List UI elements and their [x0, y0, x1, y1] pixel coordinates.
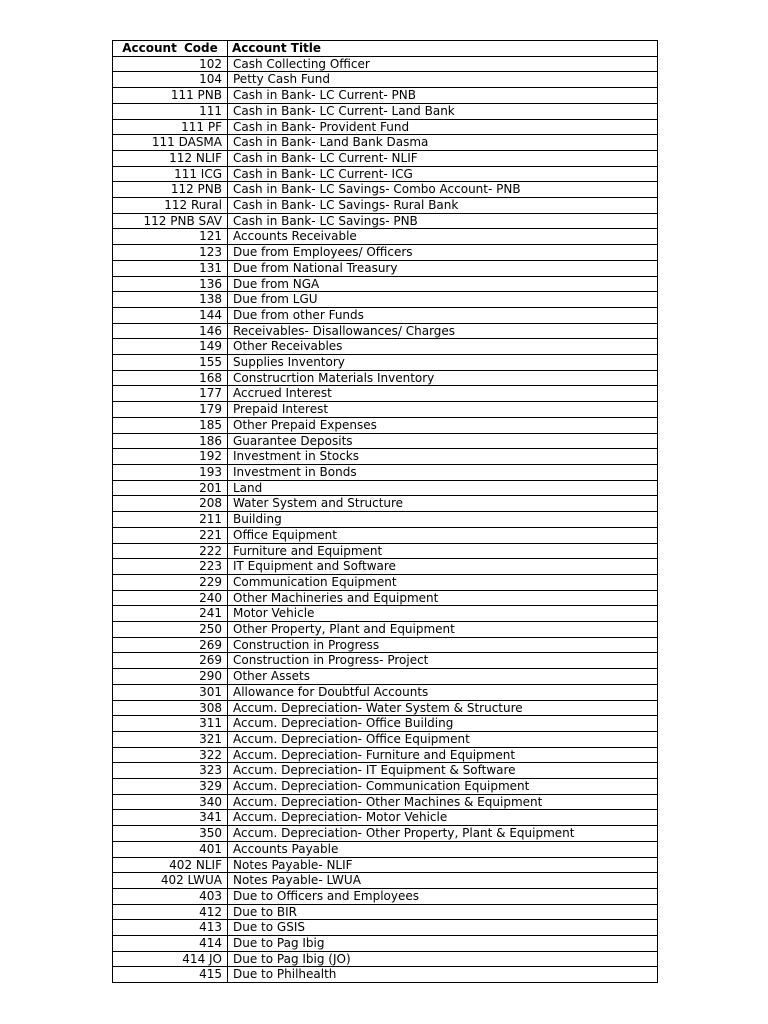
account-code-cell: 136 — [113, 276, 228, 292]
table-row — [113, 637, 658, 653]
account-title-cell: Due from National Treasury — [228, 260, 658, 276]
account-code-cell: 301 — [113, 684, 228, 700]
account-code-cell: 208 — [113, 496, 228, 512]
account-code-cell: 201 — [113, 480, 228, 496]
table-row — [113, 653, 658, 669]
account-code-cell: 269 — [113, 653, 228, 669]
table-row — [113, 936, 658, 952]
table-row — [113, 606, 658, 622]
table-row — [113, 574, 658, 590]
table-row — [113, 480, 658, 496]
account-title-cell: Due from other Funds — [228, 307, 658, 323]
table-row — [113, 355, 658, 371]
account-title-cell: Due to BIR — [228, 904, 658, 920]
account-code-header: Account Code — [113, 41, 228, 57]
account-title-cell: Cash in Bank- LC Savings- PNB — [228, 213, 658, 229]
account-title-cell: Cash in Bank- LC Current- ICG — [228, 166, 658, 182]
account-code-cell: 104 — [113, 72, 228, 88]
account-title-cell: Receivables- Disallowances/ Charges — [228, 323, 658, 339]
account-code-cell: 146 — [113, 323, 228, 339]
table-row — [113, 245, 658, 261]
table-row — [113, 810, 658, 826]
account-code-cell: 322 — [113, 747, 228, 763]
account-code-cell: 413 — [113, 920, 228, 936]
table-row — [113, 433, 658, 449]
account-code-cell: 311 — [113, 716, 228, 732]
table-row — [113, 464, 658, 480]
account-code-cell: 323 — [113, 763, 228, 779]
account-code-cell: 179 — [113, 402, 228, 418]
table-row — [113, 841, 658, 857]
table-row — [113, 888, 658, 904]
table-row — [113, 213, 658, 229]
table-row — [113, 920, 658, 936]
table-row — [113, 88, 658, 104]
table-row — [113, 747, 658, 763]
table-row — [113, 292, 658, 308]
account-title-cell: Cash in Bank- LC Savings- Rural Bank — [228, 198, 658, 214]
account-code-cell: 229 — [113, 574, 228, 590]
account-code-cell: 144 — [113, 307, 228, 323]
account-title-cell: Other Assets — [228, 669, 658, 685]
table-row — [113, 967, 658, 983]
account-title-cell: Investment in Bonds — [228, 464, 658, 480]
header-row — [113, 41, 658, 57]
account-code-cell: 211 — [113, 512, 228, 528]
account-title-cell: Accrued Interest — [228, 386, 658, 402]
table-row — [113, 512, 658, 528]
account-title-cell: Notes Payable- LWUA — [228, 873, 658, 889]
account-title-cell: Furniture and Equipment — [228, 543, 658, 559]
account-code-cell: 111 PNB — [113, 88, 228, 104]
account-title-cell: Other Receivables — [228, 339, 658, 355]
table-row — [113, 260, 658, 276]
account-title-cell: Other Property, Plant and Equipment — [228, 622, 658, 638]
table-row — [113, 339, 658, 355]
table-row — [113, 198, 658, 214]
account-title-cell: Due to Officers and Employees — [228, 888, 658, 904]
account-code-cell: 350 — [113, 826, 228, 842]
account-code-cell: 401 — [113, 841, 228, 857]
account-title-cell: Other Machineries and Equipment — [228, 590, 658, 606]
account-title-cell: Accum. Depreciation- Furniture and Equipment — [228, 747, 658, 763]
table-row — [113, 904, 658, 920]
table-row — [113, 763, 658, 779]
account-title-header: Account Title — [228, 41, 658, 57]
table-row — [113, 559, 658, 575]
account-title-cell: Communication Equipment — [228, 574, 658, 590]
account-code-cell: 102 — [113, 56, 228, 72]
account-code-cell: 403 — [113, 888, 228, 904]
table-row — [113, 543, 658, 559]
table-row — [113, 276, 658, 292]
account-code-cell: 250 — [113, 622, 228, 638]
account-code-cell: 168 — [113, 370, 228, 386]
account-code-cell: 414 — [113, 936, 228, 952]
account-table — [112, 40, 658, 983]
account-title-cell: Land — [228, 480, 658, 496]
table-row — [113, 103, 658, 119]
account-code-cell: 123 — [113, 245, 228, 261]
account-title-cell: Motor Vehicle — [228, 606, 658, 622]
account-title-cell: Cash in Bank- LC Current- PNB — [228, 88, 658, 104]
account-code-cell: 329 — [113, 779, 228, 795]
table-row — [113, 135, 658, 151]
table-row — [113, 590, 658, 606]
account-code-cell: 112 NLIF — [113, 150, 228, 166]
account-title-cell: Building — [228, 512, 658, 528]
account-title-cell: Accum. Depreciation- Water System & Structure — [228, 700, 658, 716]
account-code-cell: 415 — [113, 967, 228, 983]
account-code-cell: 111 PF — [113, 119, 228, 135]
table-row — [113, 229, 658, 245]
account-code-cell: 155 — [113, 355, 228, 371]
account-title-cell: Construcrtion Materials Inventory — [228, 370, 658, 386]
table-row — [113, 323, 658, 339]
table-row — [113, 182, 658, 198]
table-body — [113, 56, 658, 982]
table-row — [113, 386, 658, 402]
table-row — [113, 496, 658, 512]
table-row — [113, 72, 658, 88]
account-title-cell: Due to Pag Ibig (JO) — [228, 951, 658, 967]
table-row — [113, 857, 658, 873]
account-title-cell: Cash in Bank- LC Current- NLIF — [228, 150, 658, 166]
table-row — [113, 166, 658, 182]
account-code-cell: 412 — [113, 904, 228, 920]
account-code-cell: 185 — [113, 417, 228, 433]
table-row — [113, 779, 658, 795]
account-title-cell: Cash Collecting Officer — [228, 56, 658, 72]
account-title-cell: Cash in Bank- Provident Fund — [228, 119, 658, 135]
account-title-cell: Prepaid Interest — [228, 402, 658, 418]
account-title-cell: Investment in Stocks — [228, 449, 658, 465]
table-row — [113, 700, 658, 716]
account-code-cell: 414 JO — [113, 951, 228, 967]
account-code-cell: 177 — [113, 386, 228, 402]
account-title-cell: Construction in Progress- Project — [228, 653, 658, 669]
account-title-cell: Petty Cash Fund — [228, 72, 658, 88]
account-code-cell: 340 — [113, 794, 228, 810]
account-code-cell: 290 — [113, 669, 228, 685]
account-title-cell: Office Equipment — [228, 527, 658, 543]
account-code-cell: 321 — [113, 731, 228, 747]
table-row — [113, 873, 658, 889]
account-title-cell: Construction in Progress — [228, 637, 658, 653]
account-code-cell: 149 — [113, 339, 228, 355]
account-title-cell: Accum. Depreciation- Office Building — [228, 716, 658, 732]
account-code-cell: 131 — [113, 260, 228, 276]
account-code-cell: 402 LWUA — [113, 873, 228, 889]
account-title-cell: Allowance for Doubtful Accounts — [228, 684, 658, 700]
table-row — [113, 794, 658, 810]
table-row — [113, 684, 658, 700]
table-row — [113, 622, 658, 638]
account-title-cell: Accum. Depreciation- Other Property, Plant & Equipment — [228, 826, 658, 842]
account-code-cell: 112 Rural — [113, 198, 228, 214]
account-title-cell: Guarantee Deposits — [228, 433, 658, 449]
table-row — [113, 527, 658, 543]
account-title-cell: Accum. Depreciation- IT Equipment & Software — [228, 763, 658, 779]
table-row — [113, 716, 658, 732]
account-title-cell: Notes Payable- NLIF — [228, 857, 658, 873]
account-title-cell: Accum. Depreciation- Office Equipment — [228, 731, 658, 747]
table-row — [113, 119, 658, 135]
account-title-cell: Due from LGU — [228, 292, 658, 308]
account-title-cell: Due from Employees/ Officers — [228, 245, 658, 261]
table-row — [113, 150, 658, 166]
table-row — [113, 449, 658, 465]
table-row — [113, 951, 658, 967]
account-code-cell: 192 — [113, 449, 228, 465]
account-code-cell: 111 — [113, 103, 228, 119]
account-title-cell: Water System and Structure — [228, 496, 658, 512]
table-row — [113, 402, 658, 418]
account-title-cell: Other Prepaid Expenses — [228, 417, 658, 433]
account-title-cell: Accum. Depreciation- Motor Vehicle — [228, 810, 658, 826]
account-title-cell: Accounts Payable — [228, 841, 658, 857]
account-code-cell: 221 — [113, 527, 228, 543]
account-code-cell: 111 DASMA — [113, 135, 228, 151]
table-row — [113, 307, 658, 323]
account-title-cell: Cash in Bank- LC Current- Land Bank — [228, 103, 658, 119]
account-code-cell: 269 — [113, 637, 228, 653]
account-code-cell: 111 ICG — [113, 166, 228, 182]
account-title-cell: Supplies Inventory — [228, 355, 658, 371]
account-code-cell: 240 — [113, 590, 228, 606]
account-code-cell: 222 — [113, 543, 228, 559]
account-code-cell: 193 — [113, 464, 228, 480]
table-row — [113, 669, 658, 685]
table-row — [113, 417, 658, 433]
account-code-cell: 186 — [113, 433, 228, 449]
table-row — [113, 370, 658, 386]
account-code-cell: 112 PNB SAV — [113, 213, 228, 229]
account-title-cell: Accum. Depreciation- Other Machines & Equipment — [228, 794, 658, 810]
account-title-cell: Accounts Receivable — [228, 229, 658, 245]
table-row — [113, 826, 658, 842]
account-code-cell: 341 — [113, 810, 228, 826]
account-title-cell: Cash in Bank- LC Savings- Combo Account- PNB — [228, 182, 658, 198]
account-code-cell: 402 NLIF — [113, 857, 228, 873]
account-title-cell: Due to GSIS — [228, 920, 658, 936]
account-code-cell: 223 — [113, 559, 228, 575]
account-title-cell: Due to Pag Ibig — [228, 936, 658, 952]
account-code-cell: 138 — [113, 292, 228, 308]
account-title-cell: Cash in Bank- Land Bank Dasma — [228, 135, 658, 151]
account-title-cell: Due to Philhealth — [228, 967, 658, 983]
table-row — [113, 731, 658, 747]
account-code-cell: 308 — [113, 700, 228, 716]
table-row — [113, 56, 658, 72]
account-code-cell: 112 PNB — [113, 182, 228, 198]
account-title-cell: Accum. Depreciation- Communication Equipment — [228, 779, 658, 795]
account-title-cell: IT Equipment and Software — [228, 559, 658, 575]
account-code-cell: 121 — [113, 229, 228, 245]
account-title-cell: Due from NGA — [228, 276, 658, 292]
account-code-cell: 241 — [113, 606, 228, 622]
